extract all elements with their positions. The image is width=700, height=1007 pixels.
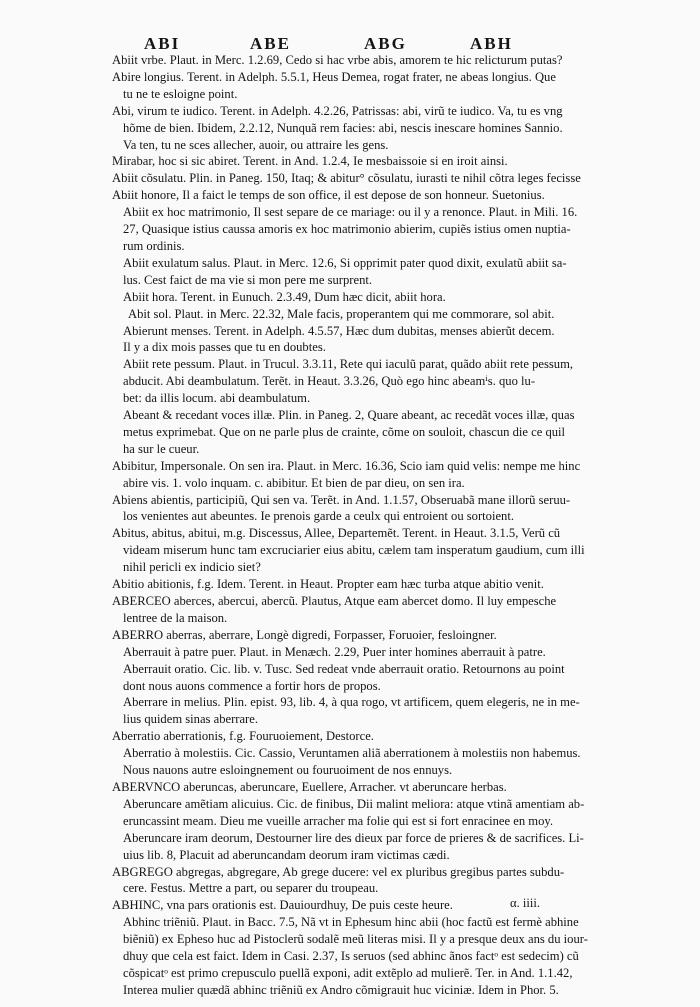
text-line: lus. Cest faict de ma vie si mon pere me surprent. (123, 272, 373, 287)
text-line: ABGREGO abgregas, abgregare, Ab grege ducere: vel ex pluribus gregibus partes subdu- (112, 864, 565, 879)
text-line: metus exprimebat. Que on ne parle plus de crainte, cõme on souloit, chascun die ce quil (123, 424, 566, 439)
text-line: ABERRO aberras, aberrare, Longè digredi, Forpasser, Foruoier, fesloingner. (112, 627, 497, 642)
text-line: Abhinc triẽniũ. Plaut. in Bacc. 7.5, Nã vt in Ephesum hinc abii (hoc factũ est fermè abhine (123, 915, 579, 930)
text-line: Abire longius. Terent. in Adelph. 5.5.1, Heus Demea, rogat frater, ne abeas longius. Que (112, 69, 556, 84)
text-line: los venientes aut abeuntes. Ie prenois garde a ceulx qui entroient ou sortoient. (123, 509, 514, 524)
text-line: Va ten, tu ne sces allecher, auoir, ou attraire les gens. (123, 137, 389, 152)
signature-mark: α. iiii. (510, 896, 541, 910)
text-line: Abit sol. Plaut. in Merc. 22.32, Male facis, properantem qui me commorare, sol abit. (128, 306, 555, 321)
text-line: Abeant & recedant voces illæ. Plin. in Paneg. 2, Quare abeant, ac recedãt voces illæ, quas (123, 408, 575, 423)
text-line: Abibitur, Impersonale. On sen ira. Plaut. in Merc. 16.36, Scio iam quid velis: nempe me hinc (112, 458, 581, 473)
text-line: bet: da illis locum. abi deambulatum. (123, 391, 311, 406)
text-line: lentree de la maison. (123, 610, 228, 625)
header-word-4: ABH (470, 34, 513, 53)
text-line: Il y a dix mois passes que tu en doubtes. (123, 340, 326, 355)
text-line: Abi, virum te iudico. Terent. in Adelph. 4.2.26, Patrissas: abi, virũ te iudico. Va, tu es vng (112, 103, 563, 118)
text-line: Abiit exulatum salus. Plaut. in Merc. 12.6, Si opprimit pater quod dixit, exulatũ abiit sa- (123, 255, 567, 270)
text-line: Interea mulier quædã abhinc triẽniũ ex Andro cõmigrauit huc viciniæ. Idem in Phor. 5. (123, 982, 559, 997)
text-line: Abiens abientis, participiũ, Qui sen va. Terẽt. in And. 1.1.57, Obseruabã mane illorũ seruu- (112, 492, 571, 507)
text-line: uius lib. 8, Placuit ad aberuncandam deorum iram victimas cædi. (123, 847, 450, 862)
text-line: Abiit hora. Terent. in Eunuch. 2.3.49, Dum hæc dicit, abiit hora. (123, 289, 446, 304)
text-line: Mirabar, hoc si sic abiret. Terent. in And. 1.2.4, Ie mesbaissoie si en iroit ainsi. (112, 154, 508, 169)
text-line: eruncassint meam. Dieu me vueille arracher ma folie qui est si fort enracinee en moy. (123, 813, 553, 828)
text-line: hõme de bien. Ibidem, 2.2.12, Nunquã rem facies: abi, nescis inescare homines Sannio. (123, 120, 563, 135)
text-line: cõspicatᵒ est primo crepusculo puellã exponi, adit extẽplo ad mulierẽ. Ter. in And. 1.1.42, (123, 965, 573, 980)
text-line: Aberrauit oratio. Cic. lib. v. Tusc. Sed redeat vnde aberrauit oratio. Retournons au point (123, 661, 565, 676)
text-line: nihil pericli ex indicio siet? (123, 560, 261, 575)
text-line: videam miserum hunc tam excruciarier eius abitu, cælem tam insperatum gaudium, cum illi (123, 543, 585, 558)
text-line: rum ordinis. (123, 238, 185, 253)
text-line: Abiit rete pessum. Plaut. in Trucul. 3.3.11, Rete qui iaculũ parat, quãdo abiit rete pessum, (123, 357, 574, 372)
text-line: Aberratio à molestiis. Cic. Cassio, Veruntamen aliã aberrationem à molestiis non habemus. (123, 746, 581, 761)
text-line: abire vis. 1. volo inquam. c. abibitur. Et bien de par dieu, on sen ira. (123, 475, 465, 490)
text-line: Abiit ex hoc matrimonio, Il sest separe de ce mariage: ou il y a renonce. Plaut. in Mili. 16. (123, 205, 578, 220)
text-line: cere. Festus. Mettre a part, ou separer du troupeau. (123, 881, 379, 896)
text-line: ABERCEO aberces, abercui, abercũ. Plautus, Atque eam abercet domo. Il luy empesche (112, 594, 557, 608)
text-line: tu ne te esloigne point. (123, 86, 238, 101)
dictionary-text (112, 52, 588, 999)
text-line: dhuy que cela est faict. Idem in Casi. 2.37, Is seruos (sed abhinc ãnos factᵒ est sedecim) cũ (123, 949, 579, 964)
text-line: Abiit cõsulatu. Plin. in Paneg. 150, Itaq; & abitur° cõsulatu, iurasti te nihil cõtra leges fecisse (112, 171, 581, 186)
text-line: ABHINC, vna pars orationis est. Dauiourdhuy, De puis ceste heure. (112, 898, 453, 913)
text-line: dont nous auons commence a fortir hors de propos. (123, 678, 381, 693)
text-line: ha sur le cueur. (123, 441, 200, 456)
text-line: Abiit honore, Il a faict le temps de son office, il est depose de son honneur. Suetonius. (112, 188, 545, 203)
text-line: Aberuncare iram deorum, Destourner lire des dieux par force de prieres & de sacrifices. Li- (123, 830, 584, 845)
text-line: Aberrare in melius. Plin. epist. 93, lib. 4, à qua rogo, vt artificem, quem elegeris, ne in me- (123, 695, 580, 710)
running-header (144, 34, 524, 54)
text-line: Abitus, abitus, abitui, m.g. Discessus, Allee, Departemẽt. Terent. in Heaut. 3.1.5, Verũ cũ (112, 526, 561, 541)
text-line: Nous nauons autre esloingnement ou fouruoiment de nos ennuys. (123, 763, 453, 778)
text-line: 27, Quasique istius caussa amoris ex hoc matrimonio abierim, cupiẽs istius omen nuptia- (123, 222, 571, 237)
header-word-2: ABE (250, 34, 291, 53)
text-line: biẽniũ) ex Epheso huc ad Pistoclerũ sodalẽ meũ literas misi. Il y a presque deux ans du iour- (123, 932, 588, 947)
text-line: Aberrauit à patre puer. Plaut. in Menæch. 2.29, Puer inter homines aberrauit à patre. (123, 644, 546, 659)
header-word-3: ABG (364, 34, 407, 53)
text-line: Aberuncare amẽtiam alicuius. Cic. de finibus, Dii malint meliora: atque vtinã amentiam ab- (123, 796, 585, 811)
text-line: Abitio abitionis, f.g. Idem. Terent. in Heaut. Propter eam hæc turba atque abitio venit. (112, 577, 544, 592)
text-line: lius quidem sinas aberrare. (123, 712, 258, 727)
text-line: Aberratio aberrationis, f.g. Fouruoiement, Destorce. (112, 729, 374, 744)
text-line: Abierunt menses. Terent. in Adelph. 4.5.57, Hæc dum dubitas, menses abierũt decem. (123, 323, 555, 338)
header-word-1: ABI (144, 34, 181, 53)
text-line: ABERVNCO aberuncas, aberuncare, Euellere, Arracher. vt aberuncare herbas. (112, 779, 507, 794)
text-line: Abiit vrbe. Plaut. in Merc. 1.2.69, Cedo si hac vrbe abis, amorem te hic relicturum putas? (112, 53, 563, 67)
text-line: abducit. Abi deambulatum. Terẽt. in Heaut. 3.3.26, Quò ego hinc abeamⁱs. quo lu- (123, 374, 536, 389)
